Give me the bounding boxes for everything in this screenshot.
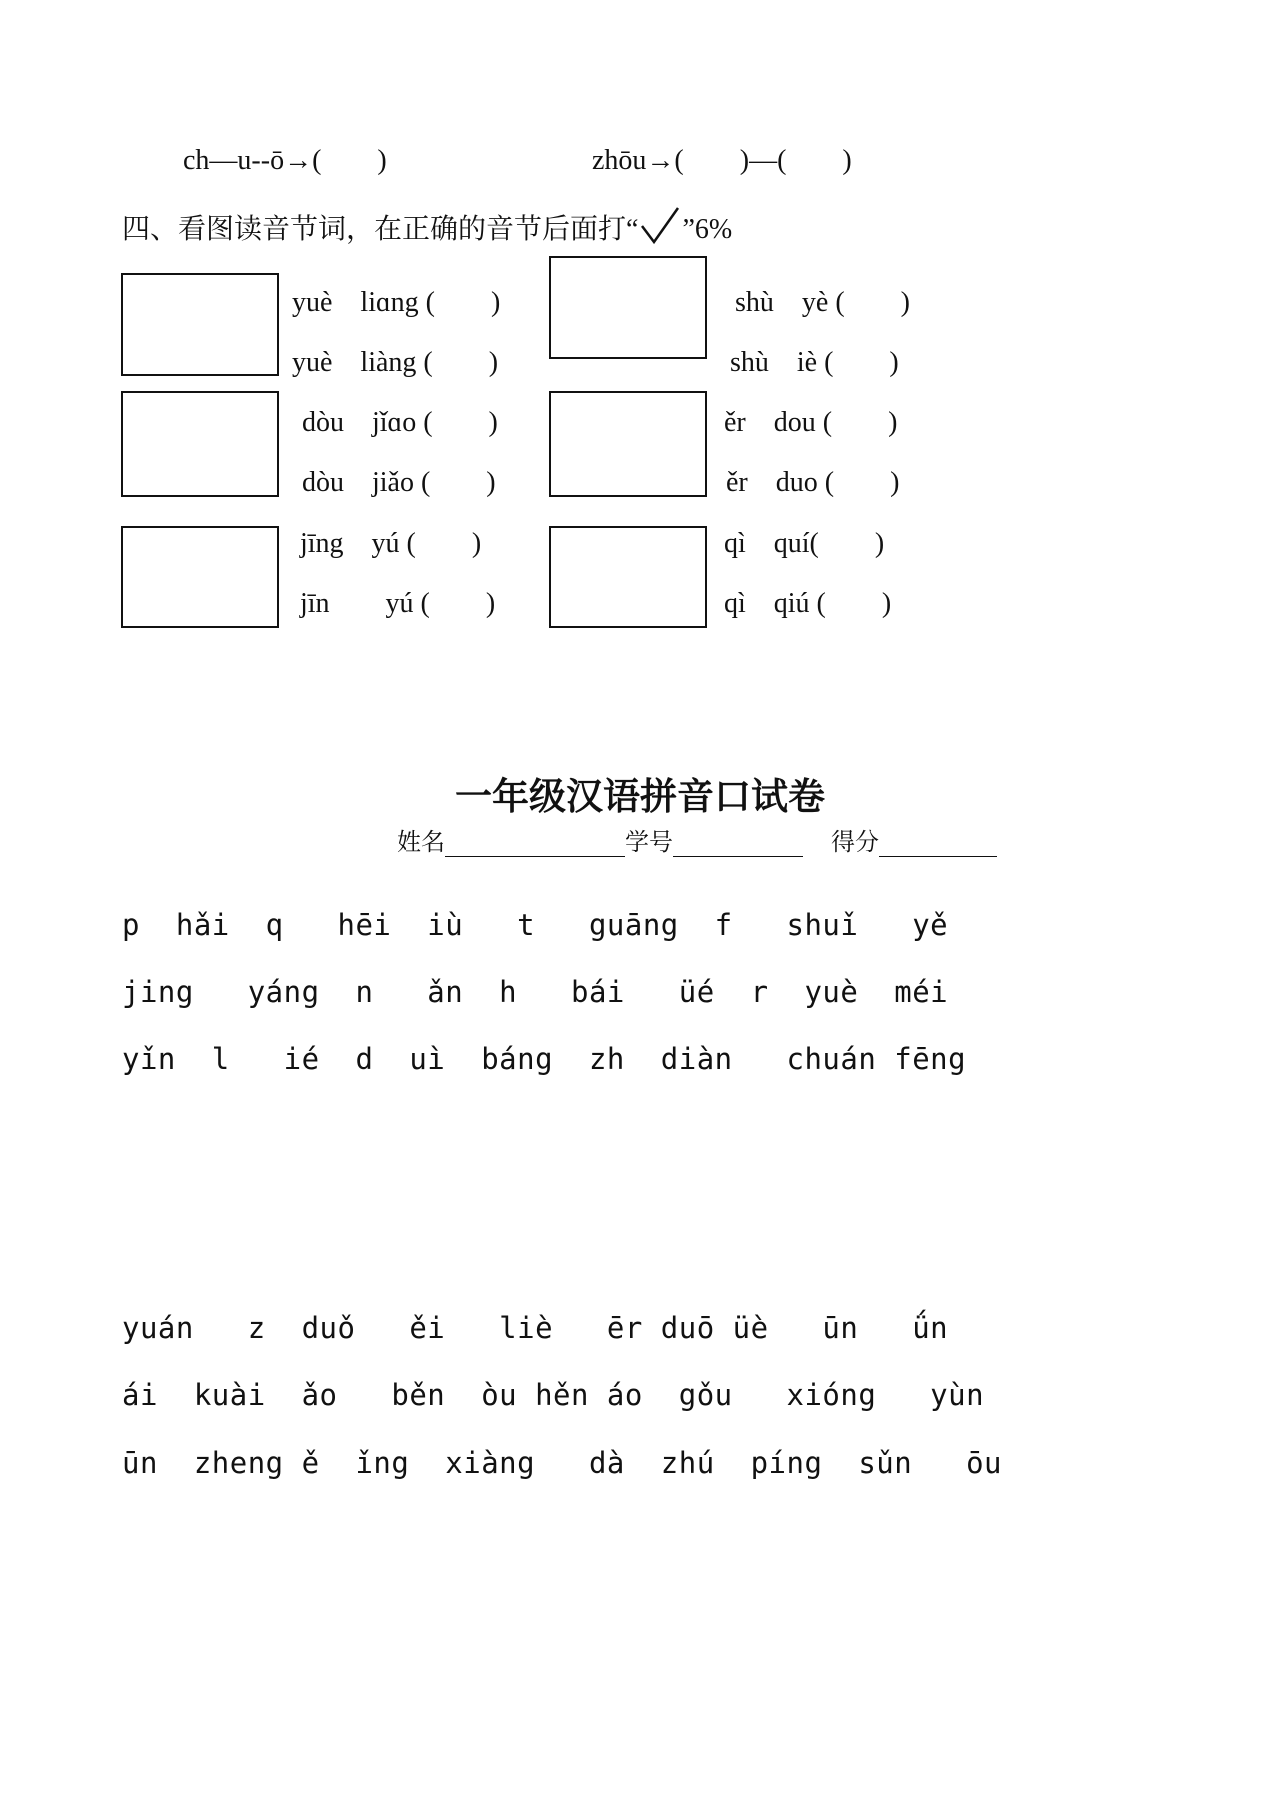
- option-left-3a: jīng yú ( ): [300, 528, 482, 559]
- id-label: 学号: [625, 828, 673, 856]
- id-blank[interactable]: [673, 830, 803, 857]
- checkmark-icon: [638, 206, 682, 254]
- option-right-3a: qì quí( ): [724, 528, 885, 559]
- option-left-1a: yuè liɑng ( ): [292, 287, 501, 318]
- exercise-left-expression: ch—u--ō→( ): [183, 145, 387, 176]
- option-left-3b: jīn yú ( ): [300, 588, 496, 619]
- option-right-1b: shù iè ( ): [730, 347, 899, 378]
- picture-box-left-2: [121, 391, 279, 497]
- option-right-3b: qì qiú ( ): [724, 588, 892, 619]
- score-label: 得分: [831, 828, 879, 856]
- option-right-2b: ěr duo ( ): [726, 467, 900, 498]
- pinyin-row-4: yuán z duǒ ěi liè ēr duō üè ūn ǘn: [122, 1311, 949, 1345]
- exam-title: 一年级汉语拼音口试卷: [455, 775, 825, 818]
- heading-suffix: ”6%: [682, 214, 733, 245]
- option-right-2a: ěr dou ( ): [724, 407, 898, 438]
- heading-text: 四、看图读音节词，在正确的音节后面打“: [122, 214, 639, 245]
- option-left-1b: yuè liàng ( ): [292, 347, 499, 378]
- pinyin-row-6: ūn zheng ě ǐng xiàng dà zhú píng sǔn ōu: [122, 1446, 1003, 1480]
- option-right-1a: shù yè ( ): [735, 287, 910, 318]
- name-label: 姓名: [397, 828, 445, 856]
- picture-box-right-2: [549, 391, 707, 497]
- picture-box-right-3: [549, 526, 707, 628]
- name-blank[interactable]: [445, 830, 625, 857]
- pinyin-row-2: jing yáng n ǎn h bái üé r yuè méi: [122, 975, 949, 1009]
- pinyin-row-1: p hǎi q hēi iù t guāng f shuǐ yě: [122, 908, 949, 942]
- option-left-2b: dòu jiǎo ( ): [302, 467, 496, 498]
- pinyin-row-5: ái kuài ǎo běn òu hěn áo gǒu xióng yùn: [122, 1378, 985, 1412]
- picture-box-right-1: [549, 256, 707, 359]
- student-info-line: [397, 822, 997, 857]
- section-four-heading: [122, 206, 732, 254]
- picture-box-left-1: [121, 273, 279, 376]
- picture-box-left-3: [121, 526, 279, 628]
- score-blank[interactable]: [879, 830, 997, 857]
- exercise-right-expression: zhōu→( )—( ): [592, 145, 852, 176]
- pinyin-row-3: yǐn l ié d uì báng zh diàn chuán fēng: [122, 1042, 967, 1076]
- option-left-2a: dòu jǐɑo ( ): [302, 407, 498, 438]
